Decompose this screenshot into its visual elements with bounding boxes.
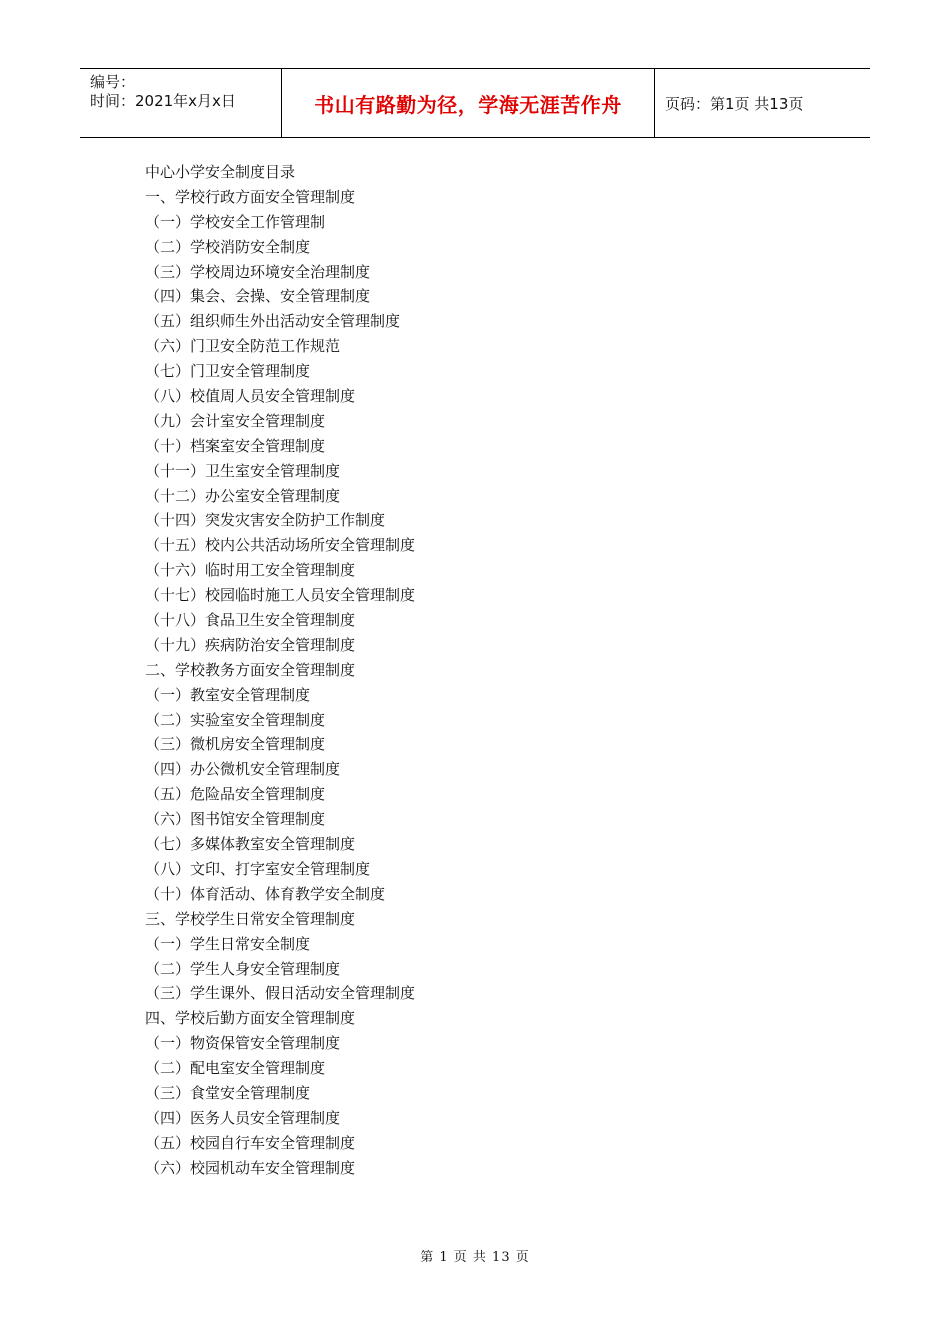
toc-line: （八）文印、打字室安全管理制度 (145, 859, 371, 878)
toc-line: （五）校园自行车安全管理制度 (145, 1133, 356, 1152)
toc-line: （四）集会、会操、安全管理制度 (145, 287, 371, 306)
toc-list (145, 185, 785, 1181)
toc-line: （一）物资保管安全管理制度 (145, 1034, 341, 1053)
header-motto-cell (282, 69, 655, 137)
toc-line: （一）学生日常安全制度 (145, 934, 311, 953)
toc-line: （十四）突发灾害安全防护工作制度 (145, 511, 386, 530)
toc-line: （一）教室安全管理制度 (145, 685, 311, 704)
toc-line: （九）会计室安全管理制度 (145, 411, 326, 430)
toc-line: （八）校值周人员安全管理制度 (145, 387, 356, 406)
toc-line: （六）门卫安全防范工作规范 (145, 337, 341, 356)
toc-line: （十五）校内公共活动场所安全管理制度 (145, 536, 416, 555)
toc-line: （二）配电室安全管理制度 (145, 1059, 326, 1078)
toc-line: （二）学生人身安全管理制度 (145, 959, 341, 978)
toc-line: 一、学校行政方面安全管理制度 (145, 187, 356, 206)
page-header (80, 68, 870, 138)
toc-line: （三）食堂安全管理制度 (145, 1083, 311, 1102)
toc-line: （五）危险品安全管理制度 (145, 785, 326, 804)
toc-line: （十六）临时用工安全管理制度 (145, 561, 356, 580)
page-footer: 第 1 页 共 13 页 (420, 1250, 530, 1265)
toc-line: （十九）疾病防治安全管理制度 (145, 635, 356, 654)
header-page-info: 页码：第1页 共13页 (665, 94, 804, 113)
toc-line: （三）学校周边环境安全治理制度 (145, 262, 371, 281)
toc-line: （十）体育活动、体育教学安全制度 (145, 884, 386, 903)
toc-line: （十二）办公室安全管理制度 (145, 486, 341, 505)
toc-line: （六）校园机动车安全管理制度 (145, 1158, 356, 1177)
toc-line: （六）图书馆安全管理制度 (145, 810, 326, 829)
toc-line: （十一）卫生室安全管理制度 (145, 461, 341, 480)
document-time-label: 时间：2021年x月x日 (90, 92, 236, 110)
document-title: 中心小学安全制度目录 (145, 163, 296, 181)
toc-line: （二）学校消防安全制度 (145, 237, 311, 256)
toc-line: （一）学校安全工作管理制 (145, 212, 326, 231)
toc-line: （二）实验室安全管理制度 (145, 710, 326, 729)
toc-line: 四、学校后勤方面安全管理制度 (145, 1009, 356, 1028)
toc-line: 三、学校学生日常安全管理制度 (145, 909, 356, 928)
toc-line: 二、学校教务方面安全管理制度 (145, 660, 356, 679)
toc-line: （十）档案室安全管理制度 (145, 436, 326, 455)
toc-line: （三）学生课外、假日活动安全管理制度 (145, 984, 416, 1003)
toc-line: （十七）校园临时施工人员安全管理制度 (145, 586, 416, 605)
toc-line: （五）组织师生外出活动安全管理制度 (145, 312, 401, 331)
header-meta-cell (80, 69, 282, 137)
document-number-label: 编号： (90, 73, 136, 91)
toc-line: （四）办公微机安全管理制度 (145, 760, 341, 779)
header-motto: 书山有路勤为径，学海无涯苦作舟 (314, 92, 622, 117)
toc-line: （四）医务人员安全管理制度 (145, 1108, 341, 1127)
document-body (145, 160, 785, 1181)
toc-line: （七）多媒体教室安全管理制度 (145, 835, 356, 854)
header-page-cell (655, 69, 870, 137)
toc-line: （七）门卫安全管理制度 (145, 362, 311, 381)
toc-line: （三）微机房安全管理制度 (145, 735, 326, 754)
toc-line: （十八）食品卫生安全管理制度 (145, 611, 356, 630)
